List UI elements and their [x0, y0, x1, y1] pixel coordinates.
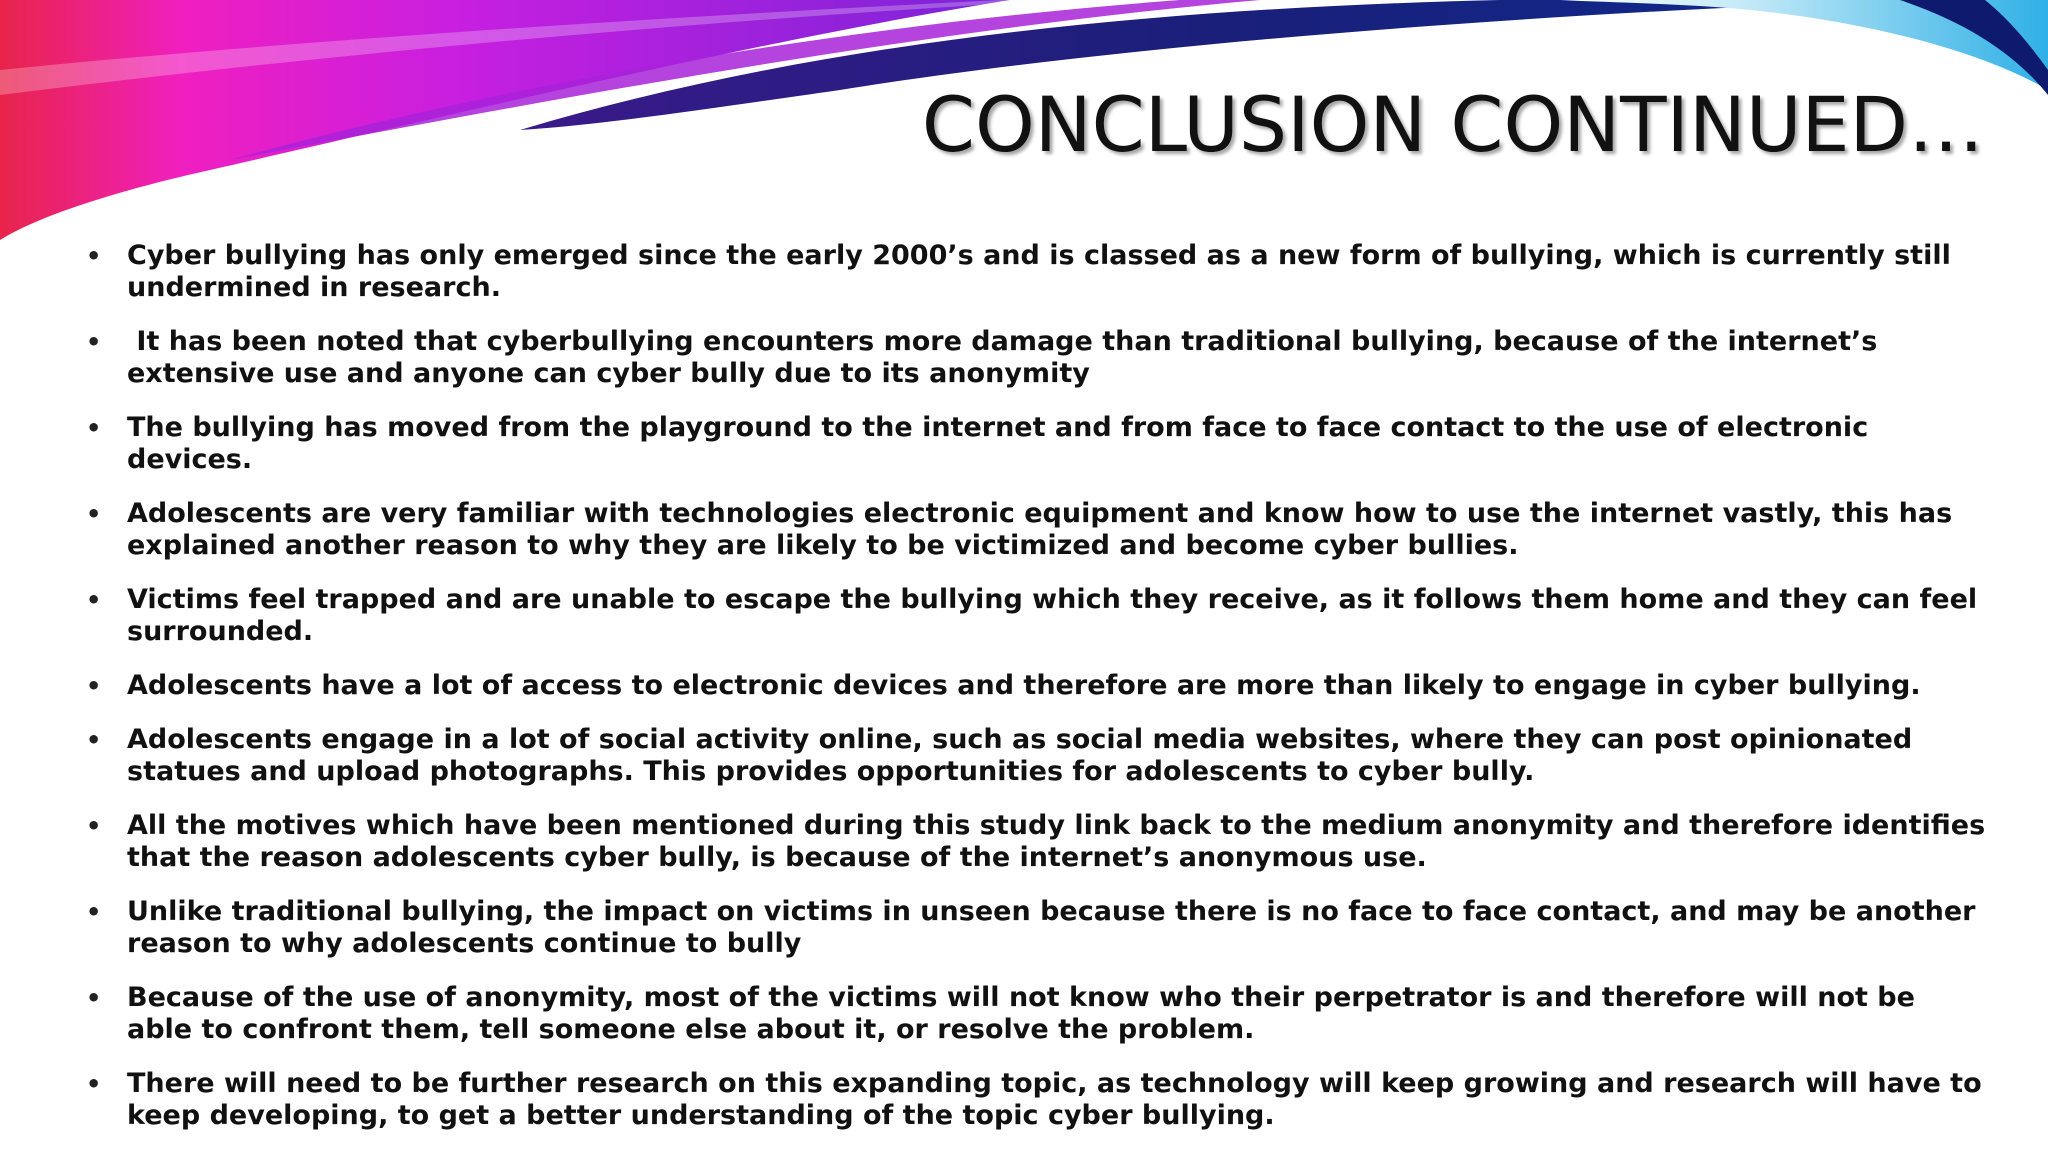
- bullet-icon: •: [86, 898, 102, 926]
- bullet-icon: •: [86, 726, 102, 754]
- bullet-icon: •: [86, 414, 102, 442]
- bullet-item: [86, 240, 1986, 304]
- bullet-item: [86, 326, 1986, 390]
- bullet-item: [86, 724, 1986, 788]
- bullet-icon: •: [86, 586, 102, 614]
- bullet-text: There will need to be further research on this expanding topic, as technology will keep growing and research will have to keep developing, to get a better understanding of the topic cyber bullying.: [127, 1068, 1982, 1131]
- bullet-text: Unlike traditional bullying, the impact on victims in unseen because there is no face to face contact, and may be another reason to why adolescents continue to bully: [127, 896, 1976, 959]
- bullet-text: Victims feel trapped and are unable to escape the bullying which they receive, as it follows them home and they can feel surrounded.: [127, 584, 1978, 647]
- bullet-icon: •: [86, 328, 102, 356]
- bullet-item: [86, 498, 1986, 562]
- bullet-text: All the motives which have been mentioned during this study link back to the medium anonymity and therefore identifies that the reason adolescents cyber bully, is because of the internet’s anonymous use.: [127, 810, 1986, 873]
- bullet-item: [86, 584, 1986, 648]
- bullet-icon: •: [86, 984, 102, 1012]
- bullet-text: Cyber bullying has only emerged since the early 2000’s and is classed as a new form of bullying, which is currently still undermined in research.: [127, 240, 1951, 303]
- bullet-icon: •: [86, 1070, 102, 1098]
- bullet-text: Because of the use of anonymity, most of the victims will not know who their perpetrator is and therefore will not be able to confront them, tell someone else about it, or resolve the problem.: [127, 982, 1915, 1045]
- bullet-text: Adolescents engage in a lot of social activity online, such as social media websites, where they can post opinionated statues and upload photographs. This provides opportunities for adolescents to cyber bully.: [127, 724, 1913, 787]
- bullet-list: [86, 240, 1986, 1154]
- bullet-text: Adolescents have a lot of access to electronic devices and therefore are more than likely to engage in cyber bullying.: [127, 670, 1921, 701]
- bullet-icon: •: [86, 812, 102, 840]
- bullet-icon: •: [86, 672, 102, 700]
- bullet-item: [86, 1068, 1986, 1132]
- bullet-item: [86, 982, 1986, 1046]
- bullet-item: [86, 670, 1986, 702]
- bullet-item: [86, 810, 1986, 874]
- bullet-text: It has been noted that cyberbullying encounters more damage than traditional bullying, because of the internet’s extensive use and anyone can cyber bully due to its anonymity: [127, 326, 1887, 389]
- slide-title: CONCLUSION CONTINUED…: [921, 80, 1984, 169]
- bullet-icon: •: [86, 500, 102, 528]
- bullet-icon: •: [86, 242, 102, 270]
- bullet-item: [86, 412, 1986, 476]
- bullet-item: [86, 896, 1986, 960]
- bullet-text: The bullying has moved from the playground to the internet and from face to face contact to the use of electronic devices.: [127, 412, 1869, 475]
- bullet-text: Adolescents are very familiar with technologies electronic equipment and know how to use the internet vastly, this has explained another reason to why they are likely to be victimized and become cyber bullies.: [127, 498, 1953, 561]
